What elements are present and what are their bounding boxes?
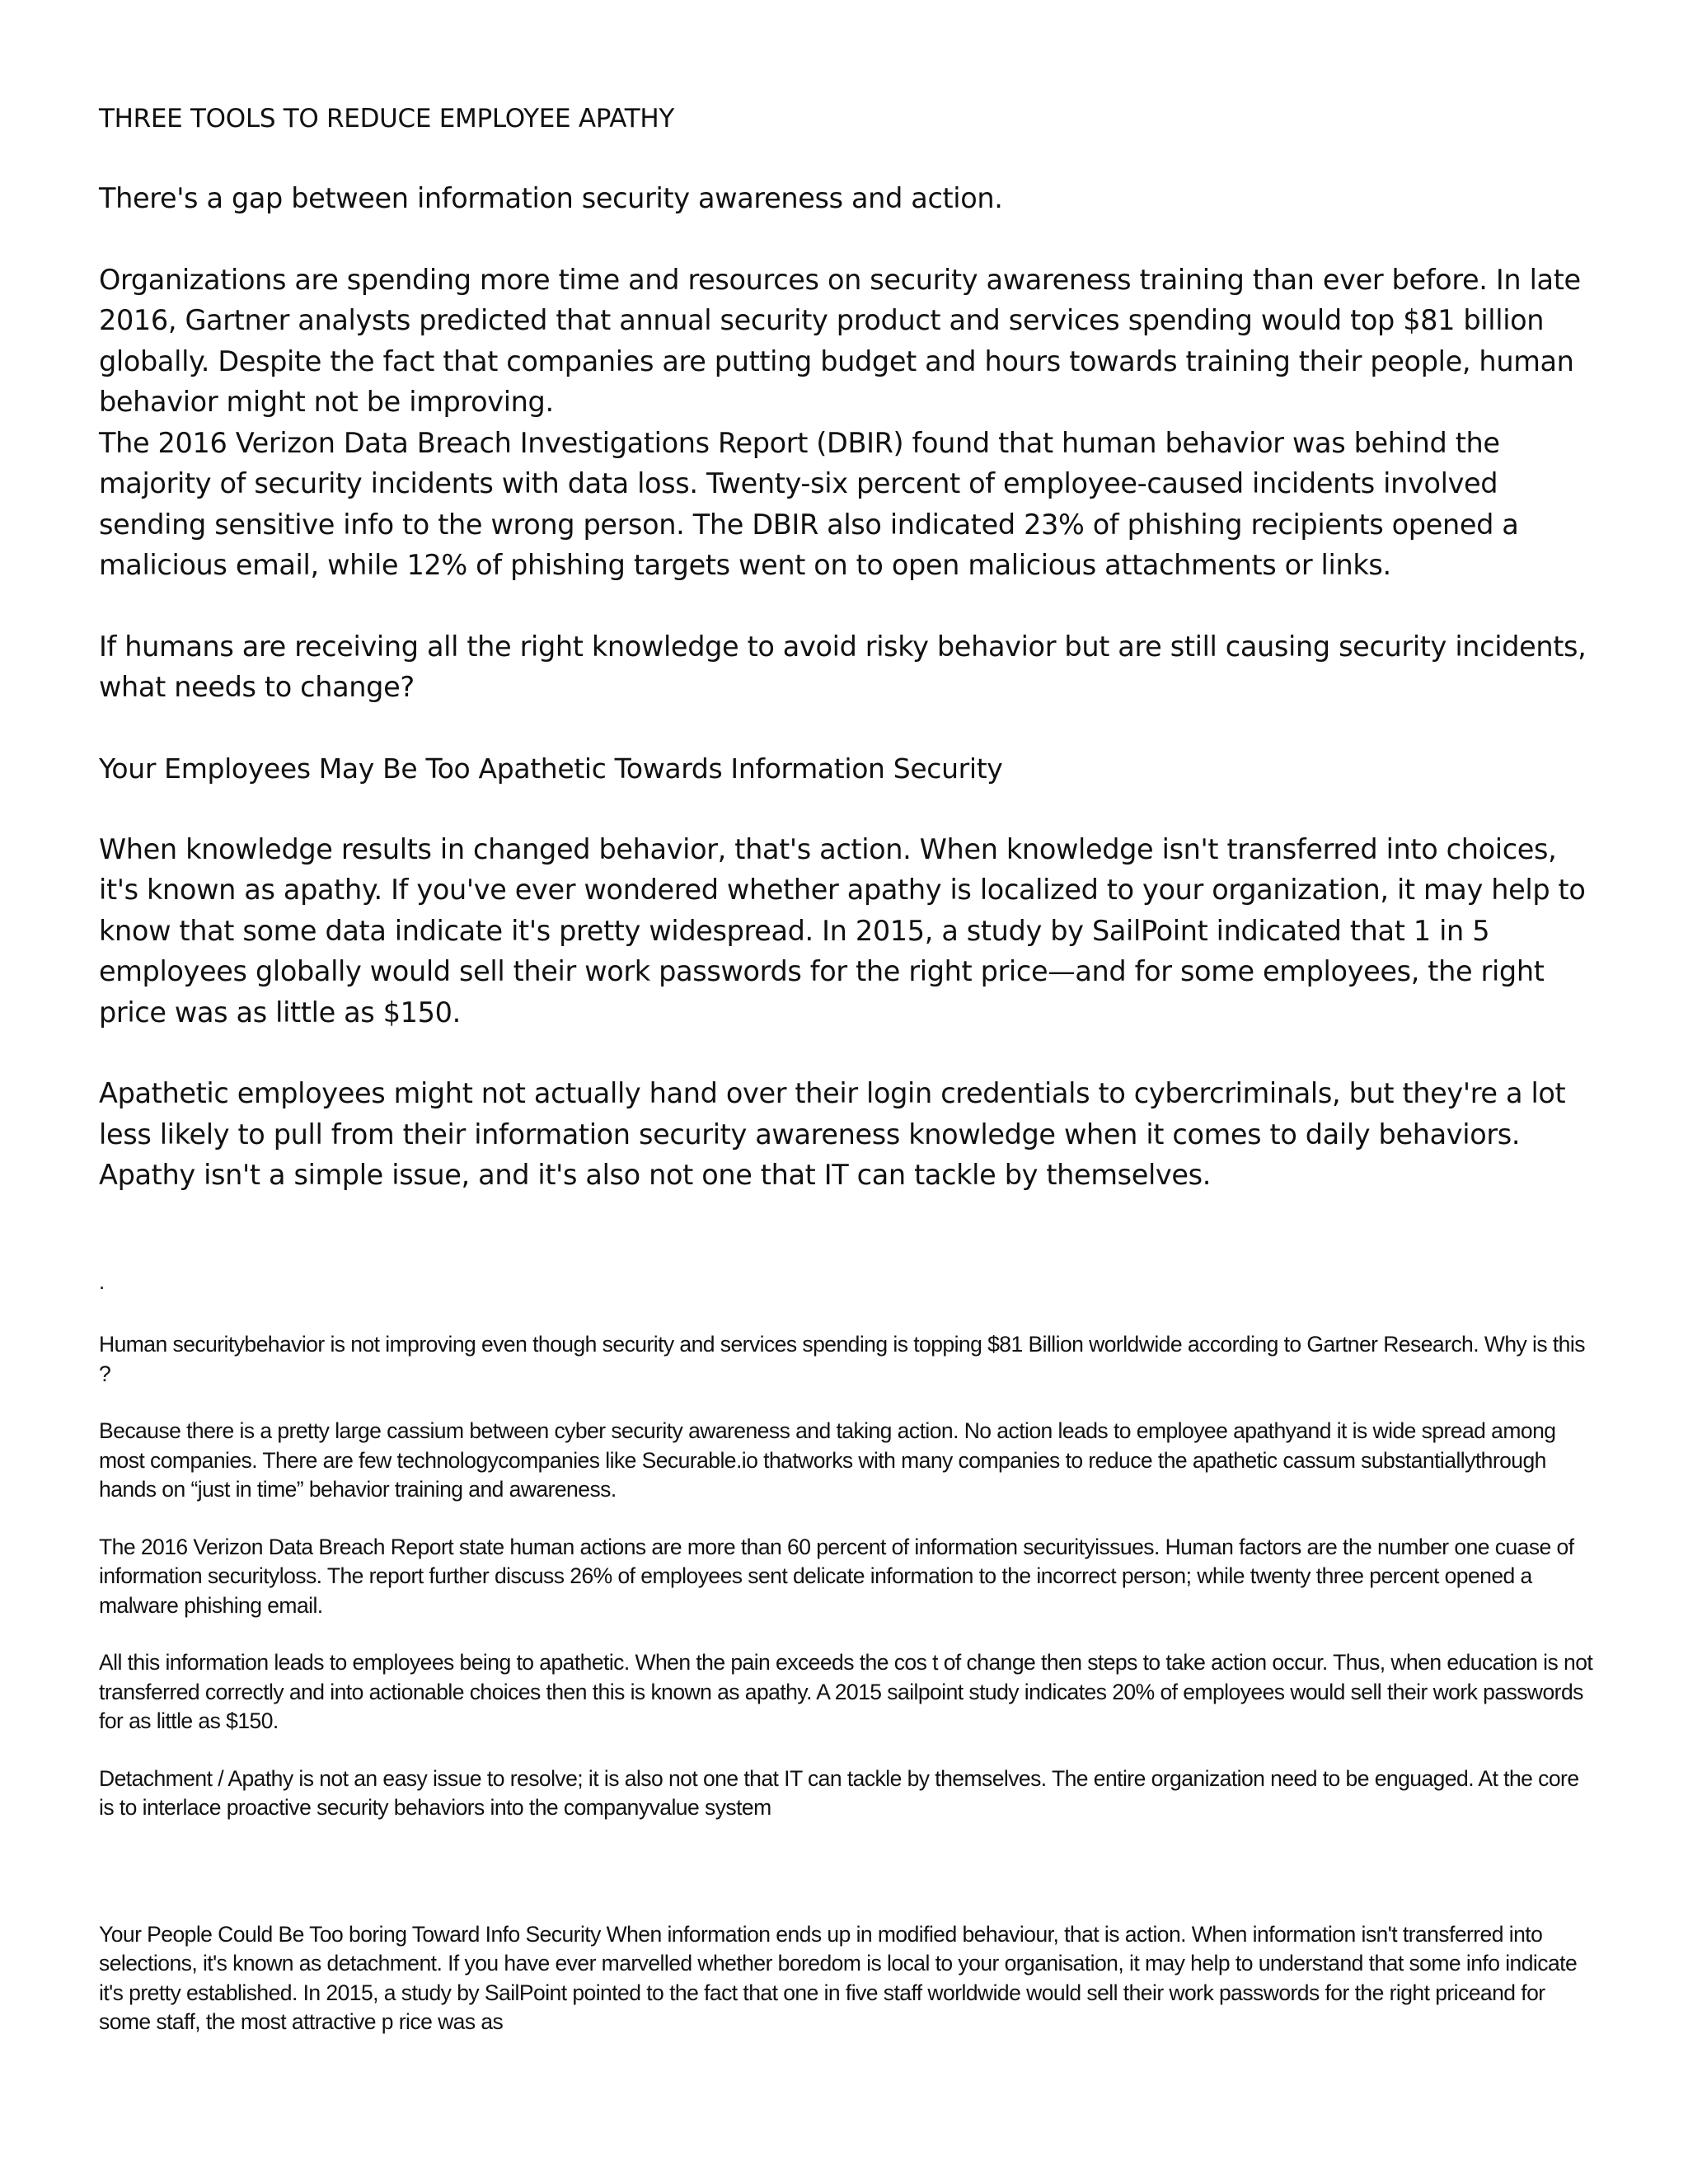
paragraph-people-boring: Your People Could Be Too boring Toward Info Security When information ends up in modified behaviour, that is action. When information isn't transferred into selections, it's known as detachment. If you have ever marvelled whether boredom is local to your organisation, it may help to understand that some info indicate it's pretty established. In 2015, a study by SailPoint pointed to the fact that one in five staff worldwide would sell their work passwords for the right priceand for some staff, the most attractive p rice was as [99,1921,1578,2034]
paragraph-human-security-behavior: Human securitybehavior is not improving even though security and services spending is topping $81 Billion worldwide according to Gartner Research. Why is this ? [99,1332,1585,1386]
article-upper-section [99,99,1591,1196]
document-title: THREE TOOLS TO REDUCE EMPLOYEE APATHY [99,104,674,134]
paragraph-spending: Organizations are spending more time and resources on security awareness training than ever before. In late 2016, Gartner analysts predicted that annual security product and services spending would top $81 billion globally. Despite the fact that companies are putting budget and hours towards training their people, human behavior might not be improving. [99,263,1581,418]
intro-paragraph: There's a gap between information security awareness and action. [99,182,1003,214]
paragraph-information-apathy: All this information leads to employees being to apathetic. When the pain exceeds the cos t of change then steps to take action occur. Thus, when education is not transferred correctly and into actionable choices then this is known as apathy. A 2015 sailpoint study indicates 20% of employees would sell their work passwords for as little as $150. [99,1650,1593,1733]
paragraph-what-needs-to-change: If humans are receiving all the right knowledge to avoid risky behavior but are still causing security incidents, what needs to change? [99,630,1587,703]
paragraph-detachment: Detachment / Apathy is not an easy issue to resolve; it is also not one that IT can tackle by themselves. The entire organization need to be enguaged. At the core is to interlace proactive security behaviors into the companyvalue system [99,1765,1579,1820]
paragraph-verizon-report: The 2016 Verizon Data Breach Report state human actions are more than 60 percent of information securityissues. Human factors are the number one cuase of information securityloss. The report further discuss 26% of employees sent delicate information to the incorrect person; while twenty three percent opened a malware phishing email. [99,1534,1574,1618]
paragraph-verizon-dbir: The 2016 Verizon Data Breach Investigations Report (DBIR) found that human behavior was behind the majority of security incidents with data loss. Twenty-six percent of employee-caused incidents involved sending sensitive info to the wrong person. The DBIR also indicated 23% of phishing recipients opened a malicious email, while 12% of phishing targets went on to open malicious attachments or links. [99,426,1519,581]
article-lower-section [99,1330,1595,2065]
paragraph-knowledge-apathy: When knowledge results in changed behavior, that's action. When knowledge isn't transferred into choices, it's known as apathy. If you've ever wondered whether apathy is localized to your organization, it may help to know that some data indicate it's pretty widespread. In 2015, a study by SailPoint indicated that 1 in 5 employees globally would sell their work passwords for the right price—and for some employees, the right price was as little as $150. [99,832,1586,1029]
paragraph-apathetic-employees: Apathetic employees might not actually hand over their login credentials to cybercriminals, but they're a lot less likely to pull from their information security awareness knowledge when it comes to daily behaviors. Apathy isn't a simple issue, and it's also not one that IT can tackle by themselves. [99,1077,1566,1191]
separator-dot: . [99,1269,106,1294]
section-heading-apathy: Your Employees May Be Too Apathetic Towards Information Security [99,752,1003,785]
paragraph-cassium: Because there is a pretty large cassium between cyber security awareness and taking action. No action leads to employee apathyand it is wide spread among most companies. There are few technologycompanies like Securable.io thatworks with many companies to reduce the apathetic cassum substantiallythrough hands on “just in time” behavior training and awareness. [99,1418,1556,1502]
